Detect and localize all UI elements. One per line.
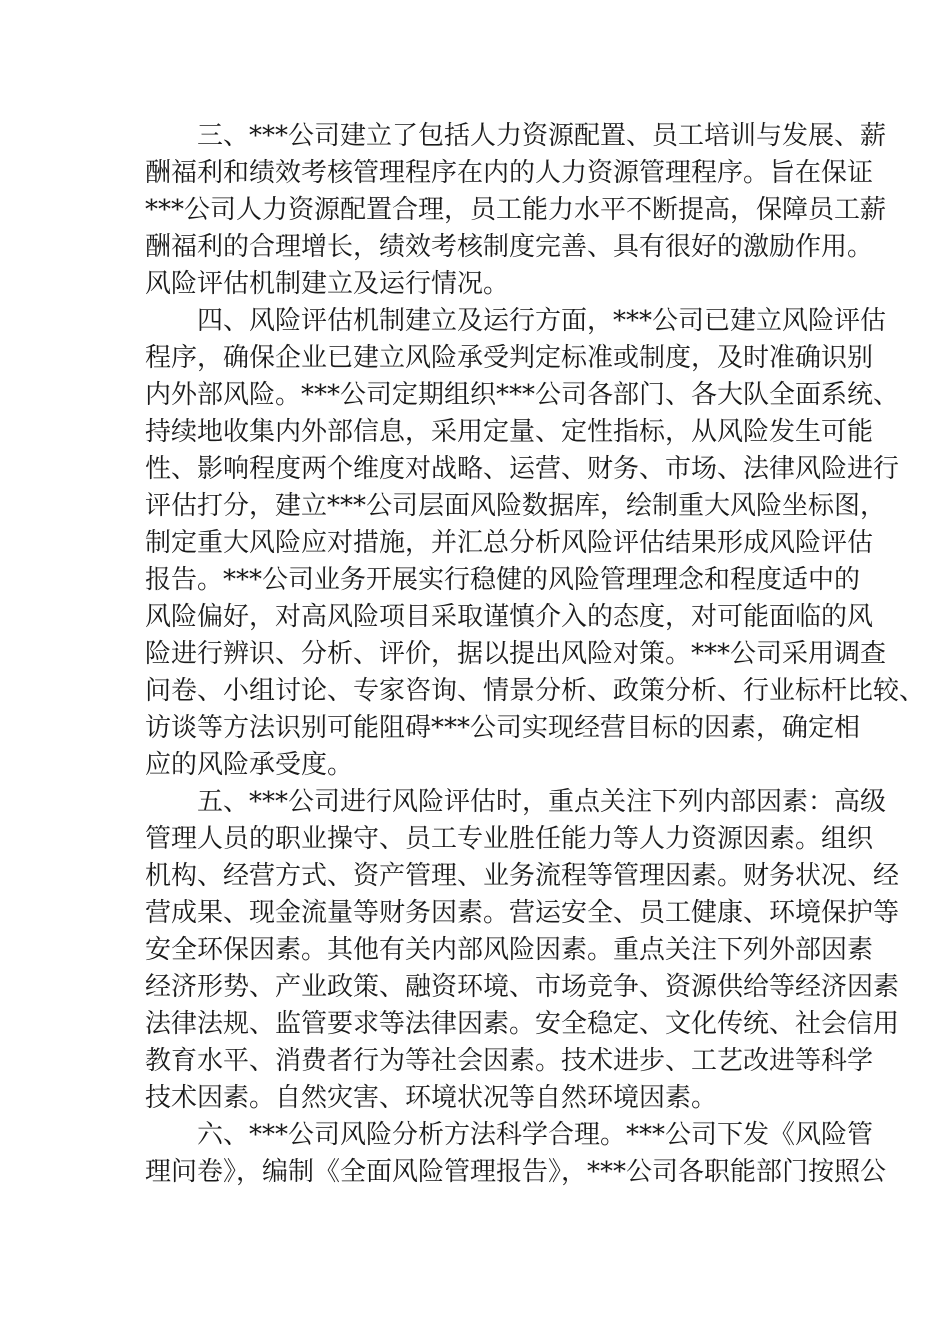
text-line: 理问卷》，编制《全面风险管理报告》，***公司各职能部门按照公 [145,1157,887,1187]
text-line: 程序，确保企业已建立风险承受判定标准或制度，及时准确识别 [145,343,874,373]
text-line: 教育水平、消费者行为等社会因素。技术进步、工艺改进等科学 [145,1046,874,1076]
paragraph-3 [145,118,887,303]
text-line: 内外部风险。***公司定期组织***公司各部门、各大队全面系统、 [145,380,900,410]
text-line: 五、***公司进行风险评估时，重点关注下列内部因素：高级 [197,787,887,817]
text-line: 机构、经营方式、资产管理、业务流程等管理因素。财务状况、经 [145,861,900,891]
text-line: 酬福利和绩效考核管理程序在内的人力资源管理程序。旨在保证 [145,158,874,188]
text-line: 技术因素。自然灾害、环境状况等自然环境因素。 [145,1083,718,1113]
text-line: 制定重大风险应对措施，并汇总分析风险评估结果形成风险评估 [145,528,874,558]
text-line: 酬福利的合理增长，绩效考核制度完善、具有很好的激励作用。 [145,232,874,262]
text-line: 应的风险承受度。 [145,750,354,780]
paragraph-4 [145,303,926,784]
text-line: 管理人员的职业操守、员工专业胜任能力等人力资源因素。组织 [145,824,874,854]
paragraph-6 [145,1117,887,1191]
text-line: 风险评估机制建立及运行情况。 [145,269,510,299]
text-line: 持续地收集内外部信息，采用定量、定性指标，从风险发生可能 [145,417,874,447]
text-line: ***公司人力资源配置合理，员工能力水平不断提高，保障员工薪 [145,195,887,225]
text-line: 营成果、现金流量等财务因素。营运安全、员工健康、环境保护等 [145,898,900,928]
text-line: 险进行辨识、分析、评价，据以提出风险对策。***公司采用调查 [145,639,887,669]
text-line: 风险偏好，对高风险项目采取谨慎介入的态度，对可能面临的风 [145,602,874,632]
text-line: 四、风险评估机制建立及运行方面，***公司已建立风险评估 [197,306,887,336]
text-line: 法律法规、监管要求等法律因素。安全稳定、文化传统、社会信用 [145,1009,900,1039]
text-line: 三、***公司建立了包括人力资源配置、员工培训与发展、薪 [197,121,887,151]
text-line: 经济形势、产业政策、融资环境、市场竞争、资源供给等经济因素 [145,972,900,1002]
text-line: 六、***公司风险分析方法科学合理。***公司下发《风险管 [197,1120,874,1150]
text-line: 安全环保因素。其他有关内部风险因素。重点关注下列外部因素 [145,935,874,965]
paragraph-5 [145,784,900,1117]
text-line: 问卷、小组讨论、专家咨询、情景分析、政策分析、行业标杆比较、 [145,676,926,706]
text-line: 报告。***公司业务开展实行稳健的风险管理理念和程度适中的 [145,565,861,595]
document-body [145,118,926,1191]
text-line: 访谈等方法识别可能阻碍***公司实现经营目标的因素，确定相 [145,713,861,743]
text-line: 性、影响程度两个维度对战略、运营、财务、市场、法律风险进行 [145,454,900,484]
text-line: 评估打分，建立***公司层面风险数据库，绘制重大风险坐标图， [145,491,887,521]
